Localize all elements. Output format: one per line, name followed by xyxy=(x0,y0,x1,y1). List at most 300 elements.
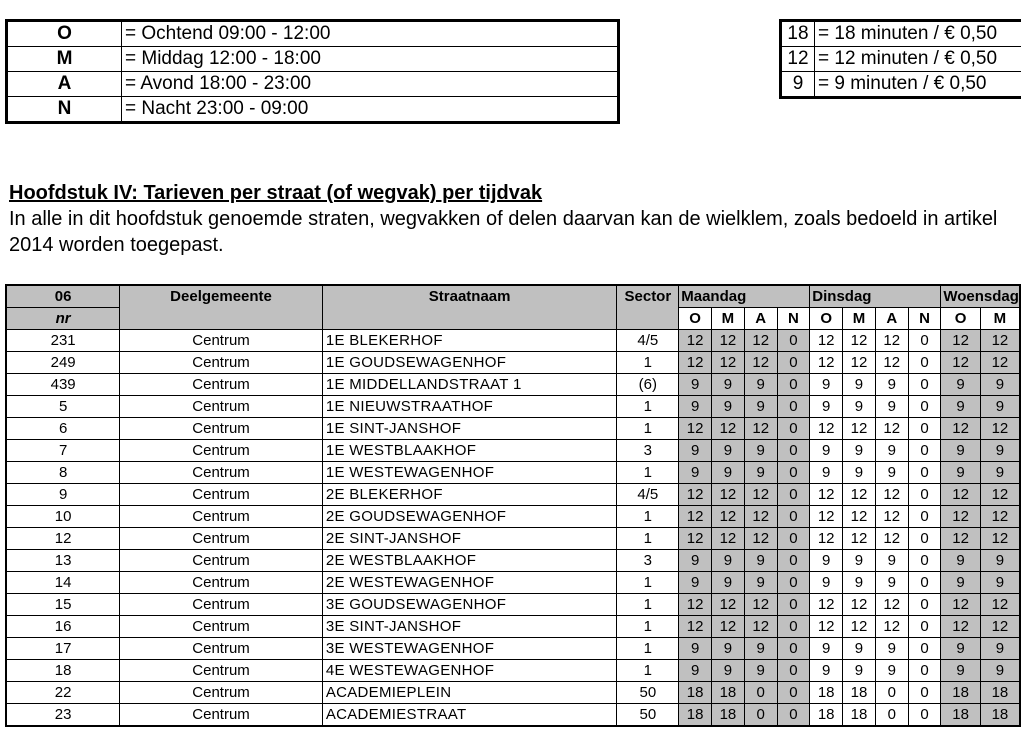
cell-rate: 12 xyxy=(679,484,712,506)
cell-rate: 12 xyxy=(810,506,843,528)
cell-rate: 12 xyxy=(875,616,908,638)
cell-rate: 9 xyxy=(941,440,981,462)
cell-rate: 12 xyxy=(712,616,745,638)
cell-rate: 9 xyxy=(679,572,712,594)
table-row xyxy=(6,550,1020,572)
period-code: N xyxy=(7,97,122,123)
cell-rate: 9 xyxy=(980,572,1020,594)
cell-deelgemeente: Centrum xyxy=(120,462,323,484)
cell-sector: 1 xyxy=(617,660,679,682)
cell-rate: 12 xyxy=(744,616,777,638)
cell-nr: 8 xyxy=(6,462,120,484)
table-row xyxy=(6,418,1020,440)
slot-header: O xyxy=(679,308,712,330)
cell-rate: 0 xyxy=(777,462,810,484)
cell-rate: 9 xyxy=(980,462,1020,484)
cell-rate: 9 xyxy=(744,396,777,418)
cell-sector: 1 xyxy=(617,418,679,440)
cell-rate: 9 xyxy=(810,374,843,396)
cell-rate: 12 xyxy=(712,594,745,616)
cell-rate: 9 xyxy=(744,572,777,594)
cell-rate: 9 xyxy=(744,638,777,660)
cell-rate: 9 xyxy=(679,462,712,484)
period-code: O xyxy=(7,21,122,47)
cell-sector: 1 xyxy=(617,462,679,484)
cell-street: 3E SINT-JANSHOF xyxy=(322,616,617,638)
cell-rate: 9 xyxy=(941,550,981,572)
col-header-straatnaam: Straatnaam xyxy=(322,285,617,330)
cell-rate: 12 xyxy=(712,352,745,374)
cell-deelgemeente: Centrum xyxy=(120,704,323,727)
cell-rate: 0 xyxy=(875,682,908,704)
cell-rate: 9 xyxy=(744,440,777,462)
cell-nr: 9 xyxy=(6,484,120,506)
period-code: M xyxy=(7,47,122,72)
cell-nr: 439 xyxy=(6,374,120,396)
table-row xyxy=(6,660,1020,682)
cell-sector: 1 xyxy=(617,528,679,550)
tariff-table xyxy=(5,284,1021,727)
cell-rate: 0 xyxy=(908,374,941,396)
cell-deelgemeente: Centrum xyxy=(120,660,323,682)
cell-rate: 9 xyxy=(843,440,876,462)
cell-rate: 12 xyxy=(941,418,981,440)
cell-street: 2E WESTEWAGENHOF xyxy=(322,572,617,594)
cell-rate: 12 xyxy=(875,330,908,352)
table-row xyxy=(6,638,1020,660)
cell-nr: 23 xyxy=(6,704,120,727)
slot-header: M xyxy=(712,308,745,330)
cell-nr: 18 xyxy=(6,660,120,682)
cell-rate: 12 xyxy=(941,594,981,616)
cell-sector: 4/5 xyxy=(617,484,679,506)
cell-sector: 1 xyxy=(617,638,679,660)
cell-rate: 9 xyxy=(980,550,1020,572)
table-row xyxy=(6,440,1020,462)
cell-street: 2E GOUDSEWAGENHOF xyxy=(322,506,617,528)
cell-rate: 12 xyxy=(810,418,843,440)
cell-rate: 9 xyxy=(980,396,1020,418)
cell-rate: 9 xyxy=(679,374,712,396)
cell-rate: 0 xyxy=(744,704,777,727)
slot-header: O xyxy=(941,308,981,330)
cell-rate: 9 xyxy=(843,462,876,484)
cell-deelgemeente: Centrum xyxy=(120,484,323,506)
cell-rate: 18 xyxy=(712,682,745,704)
table-row xyxy=(6,594,1020,616)
cell-deelgemeente: Centrum xyxy=(120,528,323,550)
period-legend-row xyxy=(7,47,619,72)
cell-rate: 0 xyxy=(777,572,810,594)
cell-rate: 12 xyxy=(875,506,908,528)
slot-header: N xyxy=(777,308,810,330)
cell-rate: 9 xyxy=(980,660,1020,682)
cell-rate: 12 xyxy=(810,330,843,352)
rate-code: 9 xyxy=(781,72,815,98)
cell-sector: 50 xyxy=(617,682,679,704)
cell-street: 1E GOUDSEWAGENHOF xyxy=(322,352,617,374)
cell-street: 1E MIDDELLANDSTRAAT 1 xyxy=(322,374,617,396)
cell-rate: 0 xyxy=(908,638,941,660)
cell-rate: 9 xyxy=(712,638,745,660)
cell-rate: 9 xyxy=(875,660,908,682)
cell-rate: 9 xyxy=(679,638,712,660)
cell-rate: 0 xyxy=(777,550,810,572)
cell-deelgemeente: Centrum xyxy=(120,374,323,396)
cell-rate: 0 xyxy=(777,374,810,396)
cell-rate: 12 xyxy=(980,616,1020,638)
cell-rate: 9 xyxy=(810,638,843,660)
cell-rate: 0 xyxy=(908,506,941,528)
cell-rate: 0 xyxy=(908,594,941,616)
cell-rate: 9 xyxy=(875,396,908,418)
rate-code: 18 xyxy=(781,21,815,47)
cell-rate: 0 xyxy=(908,440,941,462)
table-row xyxy=(6,506,1020,528)
cell-rate: 0 xyxy=(908,396,941,418)
table-row xyxy=(6,396,1020,418)
cell-rate: 9 xyxy=(712,550,745,572)
cell-nr: 22 xyxy=(6,682,120,704)
rate-desc: = 18 minuten / € 0,50 xyxy=(815,21,1021,47)
header-row-top xyxy=(6,285,1020,308)
cell-rate: 9 xyxy=(941,462,981,484)
cell-rate: 18 xyxy=(843,682,876,704)
cell-rate: 9 xyxy=(679,396,712,418)
cell-rate: 12 xyxy=(712,484,745,506)
cell-rate: 0 xyxy=(908,462,941,484)
cell-rate: 12 xyxy=(980,330,1020,352)
cell-rate: 12 xyxy=(679,528,712,550)
cell-rate: 9 xyxy=(810,396,843,418)
cell-sector: 1 xyxy=(617,352,679,374)
cell-rate: 9 xyxy=(875,638,908,660)
cell-rate: 12 xyxy=(810,616,843,638)
slot-header: M xyxy=(843,308,876,330)
cell-rate: 12 xyxy=(679,506,712,528)
table-row xyxy=(6,484,1020,506)
table-row xyxy=(6,462,1020,484)
cell-rate: 9 xyxy=(679,440,712,462)
rate-legend-row xyxy=(781,21,1021,47)
table-row xyxy=(6,616,1020,638)
slot-header: O xyxy=(810,308,843,330)
col-header-nr: nr xyxy=(6,308,120,330)
cell-rate: 9 xyxy=(941,638,981,660)
slot-header: N xyxy=(908,308,941,330)
cell-nr: 15 xyxy=(6,594,120,616)
cell-rate: 0 xyxy=(908,352,941,374)
cell-rate: 9 xyxy=(679,550,712,572)
cell-rate: 18 xyxy=(679,704,712,727)
cell-rate: 12 xyxy=(810,484,843,506)
cell-nr: 10 xyxy=(6,506,120,528)
cell-deelgemeente: Centrum xyxy=(120,352,323,374)
cell-nr: 13 xyxy=(6,550,120,572)
cell-rate: 12 xyxy=(941,506,981,528)
rate-legend-row xyxy=(781,47,1021,72)
cell-rate: 0 xyxy=(777,506,810,528)
cell-rate: 12 xyxy=(980,484,1020,506)
table-row xyxy=(6,374,1020,396)
cell-rate: 0 xyxy=(908,550,941,572)
cell-rate: 12 xyxy=(875,352,908,374)
cell-deelgemeente: Centrum xyxy=(120,572,323,594)
cell-deelgemeente: Centrum xyxy=(120,594,323,616)
cell-street: 3E GOUDSEWAGENHOF xyxy=(322,594,617,616)
cell-rate: 18 xyxy=(980,704,1020,727)
cell-rate: 9 xyxy=(744,374,777,396)
cell-street: 1E WESTEWAGENHOF xyxy=(322,462,617,484)
day-header-maandag: Maandag xyxy=(679,285,810,308)
cell-deelgemeente: Centrum xyxy=(120,440,323,462)
cell-rate: 9 xyxy=(843,638,876,660)
chapter-intro: In alle in dit hoofdstuk genoemde straten, wegvakken of delen daarvan kan de wielklem, zoals bedoeld in artikel 2014 worden toegepast. xyxy=(9,208,998,256)
cell-rate: 9 xyxy=(980,440,1020,462)
cell-nr: 5 xyxy=(6,396,120,418)
cell-rate: 12 xyxy=(712,418,745,440)
rate-desc: = 9 minuten / € 0,50 xyxy=(815,72,1021,98)
cell-rate: 9 xyxy=(875,374,908,396)
cell-deelgemeente: Centrum xyxy=(120,330,323,352)
cell-rate: 12 xyxy=(843,418,876,440)
cell-rate: 0 xyxy=(777,528,810,550)
cell-sector: 1 xyxy=(617,396,679,418)
cell-deelgemeente: Centrum xyxy=(120,682,323,704)
cell-rate: 9 xyxy=(980,638,1020,660)
cell-rate: 9 xyxy=(941,374,981,396)
cell-rate: 9 xyxy=(843,396,876,418)
cell-rate: 9 xyxy=(679,660,712,682)
cell-nr: 17 xyxy=(6,638,120,660)
table-row xyxy=(6,704,1020,727)
cell-rate: 12 xyxy=(843,616,876,638)
rate-legend-row xyxy=(781,72,1021,98)
cell-rate: 0 xyxy=(908,616,941,638)
period-legend-row xyxy=(7,21,619,47)
slot-header: A xyxy=(744,308,777,330)
cell-rate: 12 xyxy=(941,352,981,374)
cell-rate: 12 xyxy=(744,330,777,352)
cell-rate: 12 xyxy=(980,594,1020,616)
cell-rate: 0 xyxy=(777,594,810,616)
cell-rate: 12 xyxy=(679,418,712,440)
cell-rate: 12 xyxy=(810,528,843,550)
cell-rate: 9 xyxy=(744,660,777,682)
cell-rate: 18 xyxy=(679,682,712,704)
cell-rate: 0 xyxy=(777,418,810,440)
period-desc: = Ochtend 09:00 - 12:00 xyxy=(122,21,619,47)
cell-sector: 4/5 xyxy=(617,330,679,352)
cell-rate: 12 xyxy=(712,330,745,352)
cell-nr: 12 xyxy=(6,528,120,550)
cell-rate: 12 xyxy=(941,484,981,506)
cell-rate: 12 xyxy=(941,528,981,550)
cell-street: ACADEMIEPLEIN xyxy=(322,682,617,704)
cell-rate: 12 xyxy=(941,330,981,352)
period-desc: = Avond 18:00 - 23:00 xyxy=(122,72,619,97)
cell-street: 1E WESTBLAAKHOF xyxy=(322,440,617,462)
cell-rate: 12 xyxy=(810,352,843,374)
cell-deelgemeente: Centrum xyxy=(120,418,323,440)
cell-rate: 12 xyxy=(980,528,1020,550)
cell-deelgemeente: Centrum xyxy=(120,506,323,528)
cell-rate: 9 xyxy=(810,572,843,594)
cell-sector: 1 xyxy=(617,616,679,638)
cell-street: ACADEMIESTRAAT xyxy=(322,704,617,727)
day-header-dinsdag: Dinsdag xyxy=(810,285,941,308)
cell-rate: 12 xyxy=(744,352,777,374)
slot-header: A xyxy=(875,308,908,330)
cell-rate: 0 xyxy=(908,572,941,594)
cell-rate: 9 xyxy=(843,572,876,594)
cell-rate: 9 xyxy=(810,462,843,484)
cell-rate: 9 xyxy=(810,550,843,572)
cell-rate: 12 xyxy=(744,506,777,528)
cell-rate: 18 xyxy=(941,682,981,704)
cell-rate: 12 xyxy=(875,594,908,616)
period-legend xyxy=(5,19,620,124)
cell-rate: 0 xyxy=(777,682,810,704)
table-row xyxy=(6,330,1020,352)
cell-rate: 9 xyxy=(941,572,981,594)
cell-rate: 0 xyxy=(777,616,810,638)
cell-street: 2E WESTBLAAKHOF xyxy=(322,550,617,572)
cell-sector: 3 xyxy=(617,550,679,572)
cell-nr: 249 xyxy=(6,352,120,374)
cell-deelgemeente: Centrum xyxy=(120,638,323,660)
chapter-title: Hoofdstuk IV: Tarieven per straat (of wegvak) per tijdvak xyxy=(9,182,543,204)
cell-street: 3E WESTEWAGENHOF xyxy=(322,638,617,660)
cell-rate: 9 xyxy=(712,462,745,484)
cell-rate: 0 xyxy=(777,396,810,418)
cell-rate: 0 xyxy=(777,330,810,352)
cell-rate: 9 xyxy=(712,660,745,682)
cell-rate: 18 xyxy=(980,682,1020,704)
cell-street: 2E SINT-JANSHOF xyxy=(322,528,617,550)
cell-rate: 9 xyxy=(843,660,876,682)
cell-deelgemeente: Centrum xyxy=(120,616,323,638)
cell-street: 1E NIEUWSTRAATHOF xyxy=(322,396,617,418)
cell-sector: 50 xyxy=(617,704,679,727)
cell-rate: 18 xyxy=(941,704,981,727)
day-header-woensdag: Woensdag xyxy=(941,285,1020,308)
cell-rate: 0 xyxy=(777,440,810,462)
table-row xyxy=(6,352,1020,374)
cell-rate: 18 xyxy=(810,704,843,727)
cell-rate: 12 xyxy=(712,506,745,528)
cell-rate: 12 xyxy=(810,594,843,616)
cell-rate: 9 xyxy=(875,440,908,462)
cell-nr: 7 xyxy=(6,440,120,462)
cell-rate: 12 xyxy=(679,352,712,374)
cell-rate: 12 xyxy=(843,484,876,506)
cell-rate: 12 xyxy=(843,330,876,352)
cell-deelgemeente: Centrum xyxy=(120,550,323,572)
cell-rate: 9 xyxy=(843,374,876,396)
period-desc: = Nacht 23:00 - 09:00 xyxy=(122,97,619,123)
cell-rate: 9 xyxy=(744,550,777,572)
cell-rate: 0 xyxy=(908,704,941,727)
cell-rate: 12 xyxy=(843,594,876,616)
cell-rate: 12 xyxy=(679,330,712,352)
cell-rate: 12 xyxy=(875,528,908,550)
cell-street: 2E BLEKERHOF xyxy=(322,484,617,506)
cell-street: 1E BLEKERHOF xyxy=(322,330,617,352)
period-desc: = Middag 12:00 - 18:00 xyxy=(122,47,619,72)
col-header-deelgemeente: Deelgemeente xyxy=(120,285,323,330)
cell-rate: 0 xyxy=(777,660,810,682)
cell-rate: 12 xyxy=(980,506,1020,528)
cell-nr: 16 xyxy=(6,616,120,638)
period-code: A xyxy=(7,72,122,97)
cell-rate: 9 xyxy=(875,572,908,594)
col-header-nr-top: 06 xyxy=(6,285,120,308)
col-header-sector: Sector xyxy=(617,285,679,330)
table-row xyxy=(6,572,1020,594)
cell-rate: 12 xyxy=(941,616,981,638)
cell-rate: 9 xyxy=(843,550,876,572)
cell-rate: 12 xyxy=(744,418,777,440)
rate-desc: = 12 minuten / € 0,50 xyxy=(815,47,1021,72)
cell-rate: 12 xyxy=(875,418,908,440)
cell-rate: 0 xyxy=(744,682,777,704)
period-legend-row xyxy=(7,72,619,97)
table-row xyxy=(6,682,1020,704)
table-row xyxy=(6,528,1020,550)
cell-sector: 1 xyxy=(617,506,679,528)
cell-rate: 18 xyxy=(843,704,876,727)
cell-rate: 0 xyxy=(875,704,908,727)
cell-nr: 231 xyxy=(6,330,120,352)
cell-rate: 12 xyxy=(980,418,1020,440)
cell-rate: 9 xyxy=(941,396,981,418)
cell-rate: 9 xyxy=(810,440,843,462)
cell-rate: 0 xyxy=(908,484,941,506)
cell-rate: 9 xyxy=(744,462,777,484)
cell-rate: 9 xyxy=(941,660,981,682)
period-legend-row xyxy=(7,97,619,123)
cell-rate: 9 xyxy=(712,440,745,462)
cell-street: 1E SINT-JANSHOF xyxy=(322,418,617,440)
cell-rate: 9 xyxy=(980,374,1020,396)
cell-rate: 0 xyxy=(908,528,941,550)
cell-rate: 12 xyxy=(679,594,712,616)
cell-rate: 9 xyxy=(810,660,843,682)
cell-rate: 9 xyxy=(875,462,908,484)
cell-rate: 0 xyxy=(777,484,810,506)
cell-rate: 0 xyxy=(908,418,941,440)
cell-sector: 3 xyxy=(617,440,679,462)
cell-rate: 0 xyxy=(777,352,810,374)
rate-code: 12 xyxy=(781,47,815,72)
cell-rate: 12 xyxy=(875,484,908,506)
cell-rate: 18 xyxy=(810,682,843,704)
cell-rate: 0 xyxy=(777,704,810,727)
cell-rate: 9 xyxy=(712,374,745,396)
cell-rate: 12 xyxy=(843,528,876,550)
cell-rate: 18 xyxy=(712,704,745,727)
cell-nr: 6 xyxy=(6,418,120,440)
cell-rate: 0 xyxy=(777,638,810,660)
cell-rate: 12 xyxy=(744,594,777,616)
cell-sector: 1 xyxy=(617,572,679,594)
cell-deelgemeente: Centrum xyxy=(120,396,323,418)
slot-header: M xyxy=(980,308,1020,330)
cell-rate: 9 xyxy=(712,572,745,594)
rate-legend xyxy=(779,19,1021,99)
cell-rate: 12 xyxy=(744,528,777,550)
